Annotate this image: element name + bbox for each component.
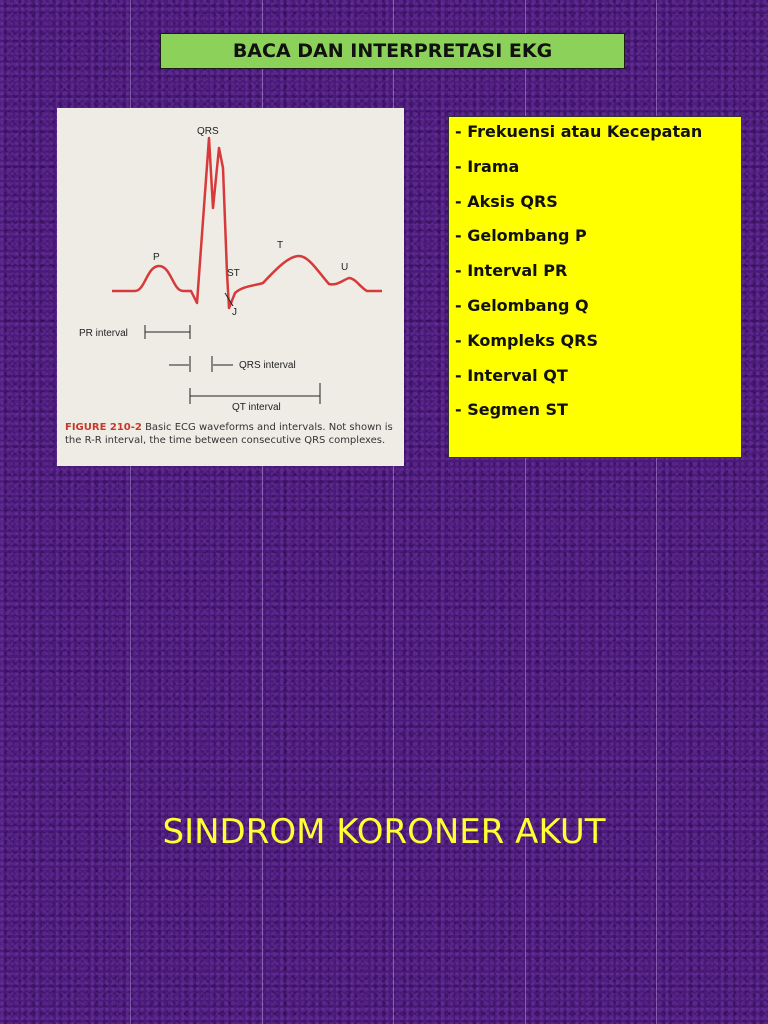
interpretation-list: [448, 116, 742, 458]
list-item: - Frekuensi atau Kecepatan: [455, 122, 703, 141]
t-wave-label: T: [277, 240, 284, 251]
u-wave-label: U: [341, 262, 349, 273]
qt-interval-label: QT interval: [232, 402, 281, 413]
list-item: - Gelombang Q: [455, 295, 589, 315]
ecg-figure: [57, 108, 404, 466]
ecg-diagram: [57, 108, 404, 466]
ecg-trace: [112, 138, 382, 308]
slide-subtitle: SINDROM KORONER AKUT: [162, 812, 606, 852]
figure-caption-number: FIGURE 210-2: [65, 422, 142, 433]
list-item: - Kompleks QRS: [455, 330, 598, 350]
pr-interval-label: PR interval: [79, 328, 128, 339]
qrs-interval-label: QRS interval: [239, 360, 296, 371]
list-item: - Interval QT: [455, 365, 568, 385]
list-item: - Aksis QRS: [455, 191, 558, 211]
slide-title-text: BACA DAN INTERPRETASI EKG: [232, 40, 553, 62]
list-item: - Gelombang P: [455, 226, 587, 246]
list-item: - Irama: [455, 156, 520, 176]
figure-caption: [65, 421, 401, 447]
slide-title: [160, 33, 625, 69]
qrs-wave-label: QRS: [197, 126, 219, 137]
st-segment-label: ST: [227, 268, 240, 279]
j-point-label: J: [232, 307, 237, 318]
list-item: - Segmen ST: [455, 400, 568, 420]
list-item: - Interval PR: [455, 261, 568, 281]
p-wave-label: P: [153, 252, 160, 263]
figure-caption-text: Basic ECG waveforms and intervals. Not shown is the R-R interval, the time between consecutive QRS complexes.: [65, 422, 393, 446]
